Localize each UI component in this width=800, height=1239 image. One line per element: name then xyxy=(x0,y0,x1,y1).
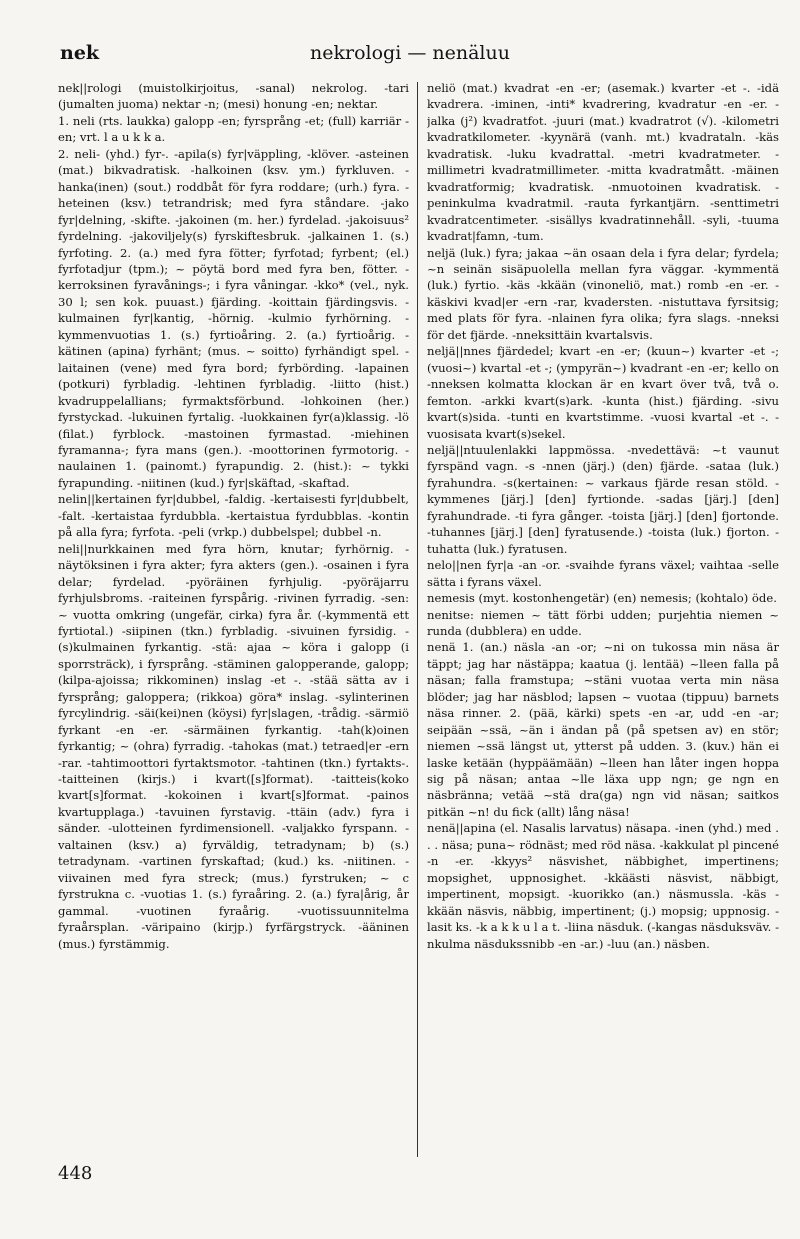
page-header xyxy=(60,42,760,72)
right-column xyxy=(427,80,779,1180)
entry-nenaapina: nenä||apina (el. Nasalis larvatus) näsapa. -inen (yhd.) med . . . näsa; puna~ rödnäst; med röd näsa. -kakkulat pl pincené -n -er. -kkyys² näsvishet, näbbighet, impertinens; mopsighet, uppnosighet. -kkäästi näsvist, näbbigt, impertinent, mopsigt. -kuorikko (an.) näsmussla. -käs -kkään näsvis, näbbig, impertinent; (j.) mopsig; uppnosig. -lasit ks. -k a k k u l a t. -liina näsduk. (-kangas näsduksväv. -nkulma näsdukssnibb -en -ar.) -luu (an.) näsben. xyxy=(427,821,779,951)
entry-nekrologi: nek||rologi (muistolkirjoitus, -sanal) nekrolog. -tari (jumalten juoma) nektar -n; (mesi) honung -en; nektar. xyxy=(58,81,409,112)
entry-neli-1: 1. neli (rts. laukka) galopp -en; fyrsprång -et; (full) karriär -en; vrt. l a u k k a. xyxy=(58,113,409,145)
entry-neljantuulenlakki: neljä||ntuulenlakki lappmössa. -nvedettävä: ~t vaunut fyrspänd vagn. -s -nnen (järj.) (den) fjärde. -sataa (luk.) fyrahundra. -s(kertainen: ~ varkaus fjärde resan stöld. -kymmenes [järj.] [den] fyrtionde. -sadas [järj.] [den] fyrahundrade. -ti fyra gånger. -toista [järj.] [den] fjortonde. -tuhannes [järj.] [den] fyratusende.) -toista (luk.) fjorton. -tuhatta (luk.) fyratusen. xyxy=(427,442,779,556)
entry-nelinkertainen: nelin||kertainen fyr|dubbel, -faldig. -kertaisesti fyr|dubbelt, -falt. -kertaistaa fyrdubbla. -kertaistua fyrdubblas. -kontin på alla fyra; fyrfota. -peli (vrkp.) dubbelspel; dubbel -n. xyxy=(58,492,409,540)
entry-nelja: neljä (luk.) fyra; jakaa ~än osaan dela i fyra delar; fyrdela; ~n seinän sisäpuolella mellan fyra väggar. -kymmentä (luk.) fyrtio. -käs -kkään (vinoneliö, mat.) romb -en -er. -käskivi kvad|er -ern -rar, kvadersten. -nistuttava fyrsitsig; med plats för fyra. -nlainen fyra olika; fyra slags. -nneksi för det fjärde. -nneksittäin kvartalsvis. xyxy=(427,245,779,342)
entry-nena: nenä 1. (an.) näsla -an -or; ~ni on tukossa min näsa är täppt; jag har nästäppa; kaatua (j. lentää) ~lleen falla på näsan; falla framstupa; ~stäni vuotaa verta min näsa blöder; jag har näsblod; lapsen ~ vuotaa (tippuu) barnets näsa rinner. 2. (pää, kärki) spets -en -ar, udd -en -ar; seipään ~ssä, ~än i ändan på (på spetsen av) en stör; niemen ~ssä längst ut, ytterst på udden. 3. (kuv.) hän ei laske ketään (hyppäämään) ~lleen han låter ingen hoppa sig på näsan; antaa ~lle läxa upp ngn; ge ngn en näsbränna; vetää ~stä dra(ga) ngn vid näsan; saitkos pitkän ~n! du fick (allt) lång näsa! xyxy=(427,640,779,819)
entry-neljannes: neljä||nnes fjärdedel; kvart -en -er; (kuun~) kvarter -et -; (vuosi~) kvartal -et -; (ympyrän~) kvadrant -en -er; kello on -nneksen kolmatta klockan är en kvart över två, två o. femton. -arkki kvart(s)ark. -kunta (hist.) fjärding. -sivu kvart(s)sida. -tunti en kvartstimme. -vuosi kvartal -et -. -vuosisata kvart(s)sekel. xyxy=(427,344,779,441)
entry-nemesis: nemesis (myt. kostonhengetär) (en) nemesis; (kohtalo) öde. xyxy=(427,591,777,606)
entry-nelonen: nelo||nen fyr|a -an -or. -svaihde fyrans växel; vaihtaa -selle sätta i fyrans växel. xyxy=(427,558,779,589)
guide-word: nek xyxy=(60,42,100,64)
left-column xyxy=(58,80,409,1180)
entry-neli-2: 2. neli- (yhd.) fyr-. -apila(s) fyr|väppling, -klöver. -asteinen (mat.) bikvadratisk. -halkoinen (ksv. ym.) fyrkluven. -hanka(inen) (sout.) roddbåt för fyra roddare; (urh.) fyra. -heteinen (ksv.) tetrandrisk; med fyra ståndare. -jako fyr|delning, -skifte. -jakoinen (m. her.) fyrdelad. -jakoisuus² fyrdelning. -jakoviljely(s) fyrskiftesbruk. -jalkainen 1. (s.) fyrfoting. 2. (a.) med fyra fötter; fyrfotad; fyrbent; (el.) fyrfotadjur (tpm.); ~ pöytä bord med fyra ben, fötter. -kerroksinen fyravånings-; i fyra våningar. -kko* (vel., nyk. 30 l; sen kok. puuast.) fjärding. -koittain fjärdingsvis. -kulmainen fyr|kantig, -hörnig. -kulmio fyrhörning. -kymmenvuotias 1. (s.) fyrtioåring. 2. (a.) fyrtioårig. -kätinen (apina) fyrhänt; (mus. ~ soitto) fyrhändigt spel. -laitainen (vene) med fyra bord; fyrbörding. -lapainen (potkuri) fyrbladig. -lehtinen fyrbladig. -liitto (hist.) kvadruppelallians; fyrmaktsförbund. -lohkoinen (her.) fyrstyckad. -lukuinen fyrtalig. -luokkainen fyr(a)klassig. -lö (filat.) fyrblock. -mastoinen fyrmastad. -miehinen fyramanna-; fyra mans (gen.). -moottorinen fyrmotorig. -naulainen 1. (painomt.) fyrapundig. 2. (hist.): ~ tykki fyrapunding. -niitinen (kud.) fyr|skäftad, -skaftad. xyxy=(58,146,409,490)
page-number: 448 xyxy=(58,1163,93,1184)
running-title: nekrologi — nenäluu xyxy=(310,42,510,64)
entry-nelio: neliö (mat.) kvadrat -en -er; (asemak.) kvarter -et -. -idä kvadrera. -iminen, -inti* kvadrering, kvadratur -en -er. -jalka (j²) kvadratfot. -juuri (mat.) kvadratrot (√). -kilometri kvadratkilometer. -kyynärä (vanh. mt.) kvadrataln. -käs kvadratisk. -luku kvadrattal. -metri kvadratmeter. -millimetri kvadratmillimeter. -mitta kvadratmått. -mäinen kvadratformig; kvadratisk. -nmuotoinen kvadratisk. -peninkulma kvadratmil. -rauta fyrkantjärn. -senttimetri kvadratcentimeter. -sisällys kvadratinnehåll. -syli, -tuuma kvadrat|famn, -tum. xyxy=(427,81,779,244)
column-divider xyxy=(417,82,418,1157)
entry-nenitse: nenitse: niemen ~ tätt förbi udden; purjehtia niemen ~ runda (dubblera) en udde. xyxy=(427,607,779,638)
entry-nelinurkkainen: neli||nurkkainen med fyra hörn, knutar; fyrhörnig. -näytöksinen i fyra akter; fyra akters (gen.). -osainen i fyra delar; fyrdelad. -pyöräinen fyrhjulig. -pyöräjarru fyrhjulsbroms. -raiteinen fyrspårig. -rivinen fyrradig. -sen: ~ vuotta omkring (ungefär, cirka) fyra år. (-kymmentä ett fyrtiotal.) -siipinen (tkn.) fyrbladig. -sivuinen fyrsidig. -(s)kulmainen fyrkantig. -stä: ajaa ~ köra i galopp (i sporrsträck), i fyrsprång. -stäminen galopperande, galopp; (kilpa-ajoissa; rikkominen) inslag -et -. -stää sätta av i fyrsprång; galoppera; (rikkoa) göra* inslag. -sylinterinen fyrcylindrig. -säi(kei)nen (köysi) fyr|slagen, -trådig. -särmiö fyrkant -en -er. -särmäinen fyrkantig. -tah(k)oinen fyrkantig; ~ (ohra) fyrradig. -tahokas (mat.) tetraed|er -ern -rar. -tahtimoottori fyrtaktsmotor. -tahtinen (tkn.) fyrtakts-. -taitteinen (kirjs.) i kvart([s]format). -taitteis(koko kvart[s]format. -kokoinen i kvart[s]format. -painos kvartupplaga.) -tavuinen fyrstavig. -ttäin (adv.) fyra i sänder. -ulotteinen fyrdimensionell. -valjakko fyrspann. -valtainen (ksv.) a) fyrväldig, tetradynam; b) (s.) tetradynam. -vartinen fyrskaftad; (kud.) ks. -niitinen. -viivainen med fyra streck; (mus.) fyrstruken; ~ c fyrstrukna c. -vuotias 1. (s.) fyraåring. 2. (a.) fyra|årig, år gammal. -vuotinen fyraårig. -vuotissuunnitelma fyraårsplan. -väripaino (kirjp.) fyrfärgstryck. -ääninen (mus.) fyrstämmig. xyxy=(58,541,409,951)
